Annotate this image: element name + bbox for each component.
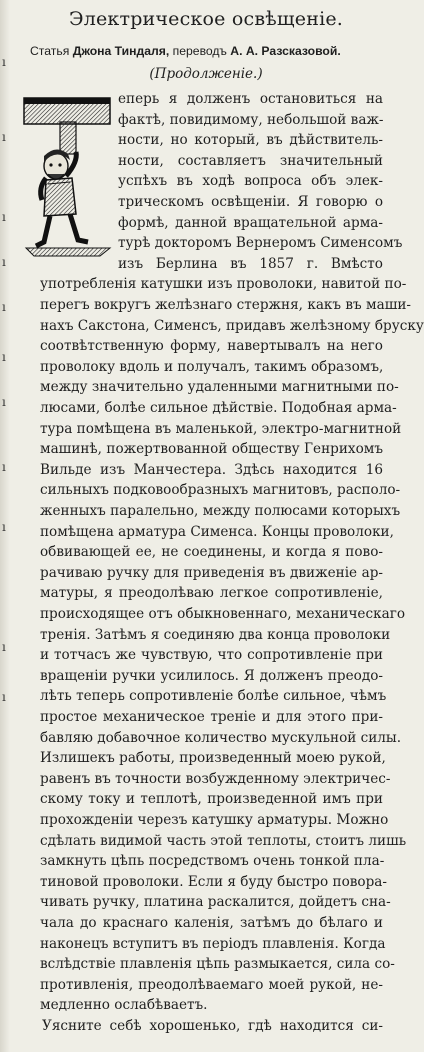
text-line: еперь я долженъ остановиться на [118, 91, 383, 107]
text-line: употребленія катушки изъ проволоки, навитой по- [40, 276, 407, 293]
text-line: тура помѣщена въ маленькой, электро-магнитной [40, 420, 402, 437]
text-line: и тотчасъ же чувствую, что сопротивленіе при [40, 647, 383, 664]
text-line: вслѣдствіе плавленія цѣпь размыкается, сила со- [40, 956, 395, 973]
article-title: Электрическое освѣщеніе. [68, 8, 344, 30]
text-line: вращеніи ручки усилилось. Я долженъ преодо- [40, 667, 383, 684]
margin-mark: ı [2, 350, 6, 364]
text-line: происходящее отъ обыкновеннаго, механическаго [40, 606, 406, 622]
text-line: проволоку вдоль и получалъ, такимъ образомъ, [40, 358, 384, 375]
text-line: турѣ докторомъ Вернеромъ Сименсомъ [118, 235, 403, 252]
text-line: изъ Берлина въ 1857 г. Вмѣсто [118, 255, 383, 272]
text-line: матуры, я преодолѣваю легкое сопротивленіе, [40, 585, 383, 602]
margin-mark: ı [2, 520, 6, 534]
dropcap-t-figure-illustration [20, 92, 116, 262]
margin-mark: ı [2, 210, 6, 224]
text-line: чивать ручку, платина раскалится, дойдетъ сна- [40, 894, 391, 911]
byline-prefix: Статья [30, 44, 73, 58]
text-line: помѣщена арматура Сименса. Концы проволоки, [40, 523, 394, 540]
text-line: чала до краснаго каленія, затѣмъ до бѣлаго и [40, 915, 383, 931]
text-line: машинѣ, пожертвованной обществу Генрихомъ [40, 441, 383, 458]
margin-mark: ı [2, 690, 6, 704]
text-line: фактѣ, повидимому, небольшой важ- [118, 111, 384, 128]
text-line: соотвѣтственную форму, навертывалъ на него [40, 338, 383, 355]
margin-mark: ı [2, 55, 6, 69]
text-line: нахъ Сакстона, Сименсъ, придавъ желѣзному бруску [40, 317, 424, 334]
text-line: лѣть теперь сопротивленіе болѣе сильное, чѣмъ [40, 688, 387, 705]
continued-note: (Продолженіе.) [149, 66, 263, 82]
text-line: ности, составляетъ значительный [118, 152, 383, 169]
margin-mark: ı [2, 395, 6, 409]
margin-mark: ı [2, 300, 6, 314]
text-line: рачиваю ручку для приведенія въ движеніе ар- [40, 564, 383, 581]
text-line: скому току и теплотѣ, произведенной имъ при [40, 791, 383, 808]
text-line: равенъ въ точности возбужденному электричес- [40, 770, 391, 787]
text-line: ности, но который, въ дѣйствитель- [118, 132, 383, 149]
text-line: противленія, преодолѣваемаго моей рукой, не- [40, 976, 383, 993]
margin-mark: ı [2, 130, 6, 144]
margin-mark: ı [2, 255, 6, 269]
text-line: Излишекъ работы, произведенный моею рукой, [40, 750, 386, 767]
margin-mark: ı [2, 640, 6, 654]
text-line: медленно ослабѣваетъ. [40, 997, 208, 1014]
text-line: перегъ вокругъ желѣзнаго стержня, какъ въ маши- [40, 297, 411, 313]
text-line: простое механическое треніе и для этого при- [40, 709, 383, 725]
text-line: сдѣлать видимой часть этой теплоты, стоитъ лишь [40, 832, 407, 849]
text-line: обвивающей ее, не соединены, и когда я пово- [40, 544, 383, 561]
text-line: бавляю добавочное количество мускульной силы. [40, 729, 402, 746]
text-line: люсами, болѣе сильное дѣйствіе. Подобная арма- [40, 400, 397, 416]
byline-translator: А. А. Разсказовой. [230, 44, 341, 58]
byline-translator-prefix: переводъ [169, 44, 231, 58]
text-line: замкнуть цѣпь посредствомъ очень тонкой пла- [40, 853, 385, 870]
margin-mark: ı [2, 460, 6, 474]
text-line: сильныхъ подковообразныхъ магнитовъ, располо- [40, 482, 401, 499]
text-line: тренія. Затѣмъ я соединяю два конца проволоки [40, 626, 391, 643]
text-line: женныхъ паралельно, между полюсами которыхъ [40, 503, 401, 519]
text-line: успѣхъ въ ходѣ вопроса объ элек- [118, 173, 383, 190]
text-line: Вильде изъ Манчестера. Здѣсь находится 16 [40, 461, 383, 478]
text-line: трическомъ освѣщеніи. Я говорю о [118, 194, 383, 210]
text-line: тиновой проволоки. Если я буду быстро повора- [40, 873, 387, 890]
article-byline [30, 44, 410, 58]
text-line: Уясните себѣ хорошенько, гдѣ находится си- [42, 1018, 383, 1034]
text-line: между значительно удаленными магнитными по- [40, 379, 399, 396]
text-line: наконецъ вступитъ въ періодъ плавленія. Когда [40, 935, 386, 952]
text-line: прохожденіи черезъ катушку арматуры. Можно [40, 812, 389, 828]
text-line: формѣ, данной вращательной арма- [118, 214, 383, 231]
byline-author: Джона Тиндаля, [72, 44, 170, 58]
